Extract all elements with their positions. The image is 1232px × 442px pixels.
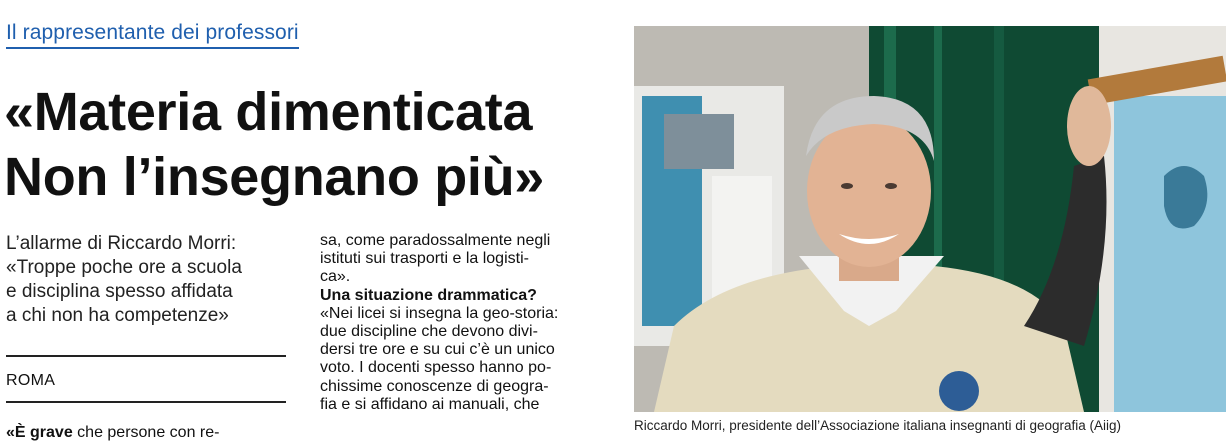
column-line: voto. I docenti spesso hanno po- — [320, 359, 552, 377]
dateline: ROMA — [6, 372, 56, 389]
deck-line: L’allarme di Riccardo Morri: — [6, 233, 237, 254]
column-line: fia e si affidano ai manuali, che — [320, 395, 540, 413]
article-column-2 — [320, 232, 605, 414]
column-line: due discipline che devono divi- — [320, 323, 538, 341]
column-line: chissime conoscenze di geogra- — [320, 377, 549, 395]
kicker: Il rappresentante dei professori — [6, 20, 299, 49]
portrait-photo — [634, 26, 1226, 412]
dateline-divider — [6, 401, 286, 403]
column-line: dersi tre ore e su cui c’è un unico — [320, 341, 555, 359]
body-lead-rest: che persone con re- — [72, 424, 220, 441]
headline — [4, 80, 624, 210]
portrait-illustration — [634, 26, 1226, 412]
photo-caption: Riccardo Morri, presidente dell’Associazione italiana insegnanti di geografia (Aiig) — [634, 418, 1122, 433]
column-line: «Nei licei si insegna la geo-storia: — [320, 304, 559, 322]
interview-question: Una situazione drammatica? — [320, 286, 537, 304]
headline-line-1: «Materia dimenticata — [4, 82, 533, 142]
deck-line: e disciplina spesso affidata — [6, 281, 233, 302]
column-line: istituti sui trasporti e la logisti- — [320, 250, 529, 268]
deck-line: «Troppe poche ore a scuola — [6, 257, 242, 278]
column-line: ca». — [320, 268, 351, 286]
body-lead-bold: «È grave — [6, 424, 73, 441]
headline-line-2: Non l’insegnano più» — [4, 147, 545, 207]
deck-line: a chi non ha competenze» — [6, 305, 229, 326]
deck-divider — [6, 355, 286, 357]
column-line: sa, come paradossalmente negli — [320, 232, 551, 249]
deck — [6, 232, 288, 328]
body-lead — [6, 424, 288, 442]
